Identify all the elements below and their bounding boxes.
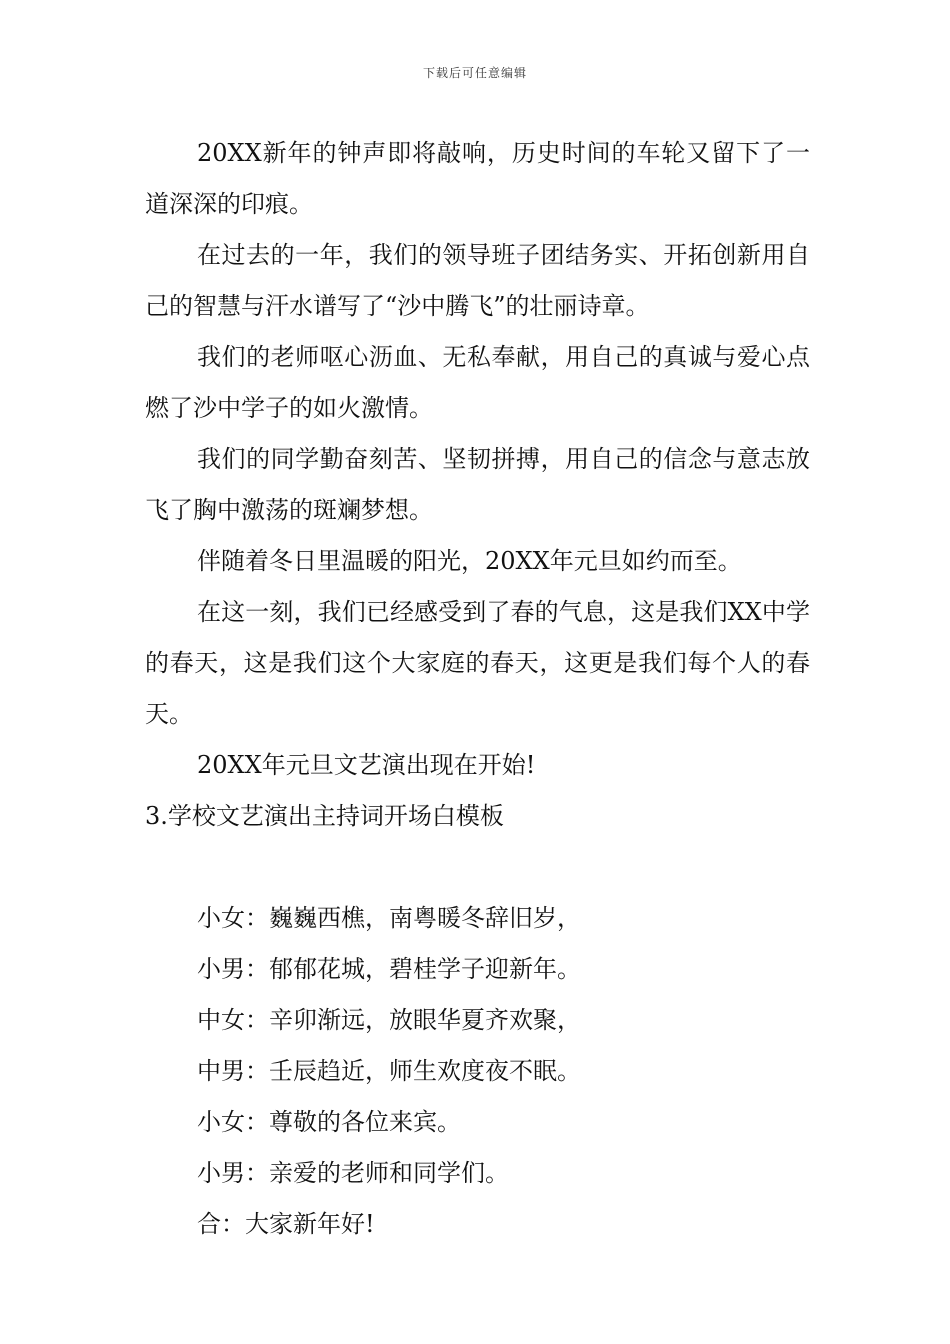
script-line: 小女：巍巍西樵，南粤暖冬辞旧岁， (197, 904, 581, 932)
page-header-note: 下载后可任意编辑 (422, 66, 527, 80)
script-line: 小女：尊敬的各位来宾。 (197, 1108, 461, 1136)
section-heading: 3.学校文艺演出主持词开场白模板 (145, 802, 504, 830)
paragraph: 伴随着冬日里温暖的阳光，20XX年元旦如约而至。 (197, 547, 742, 575)
script-line: 合：大家新年好! (197, 1210, 375, 1238)
paragraph: 在这一刻，我们已经感受到了春的气息，这是我们XX中学的春天，这是我们这个大家庭的春天，这更是我们每个人的春天。 (145, 598, 810, 728)
paragraph: 在过去的一年，我们的领导班子团结务实、开拓创新用自己的智慧与汗水谱写了“沙中腾飞”的壮丽诗章。 (145, 241, 810, 320)
paragraph: 20XX年元旦文艺演出现在开始! (197, 751, 536, 779)
script-line: 小男：郁郁花城，碧桂学子迎新年。 (197, 955, 581, 983)
paragraph: 20XX新年的钟声即将敲响，历史时间的车轮又留下了一道深深的印痕。 (145, 139, 810, 218)
document-body (145, 128, 810, 1250)
script-line: 小男：亲爱的老师和同学们。 (197, 1159, 509, 1187)
script-line: 中男：壬辰趋近，师生欢度夜不眠。 (197, 1057, 581, 1085)
script-line: 中女：辛卯渐远，放眼华夏齐欢聚， (197, 1006, 581, 1034)
paragraph: 我们的同学勤奋刻苦、坚韧拼搏，用自己的信念与意志放飞了胸中激荡的斑斓梦想。 (145, 445, 810, 524)
paragraph: 我们的老师呕心沥血、无私奉献，用自己的真诚与爱心点燃了沙中学子的如火激情。 (145, 343, 810, 422)
